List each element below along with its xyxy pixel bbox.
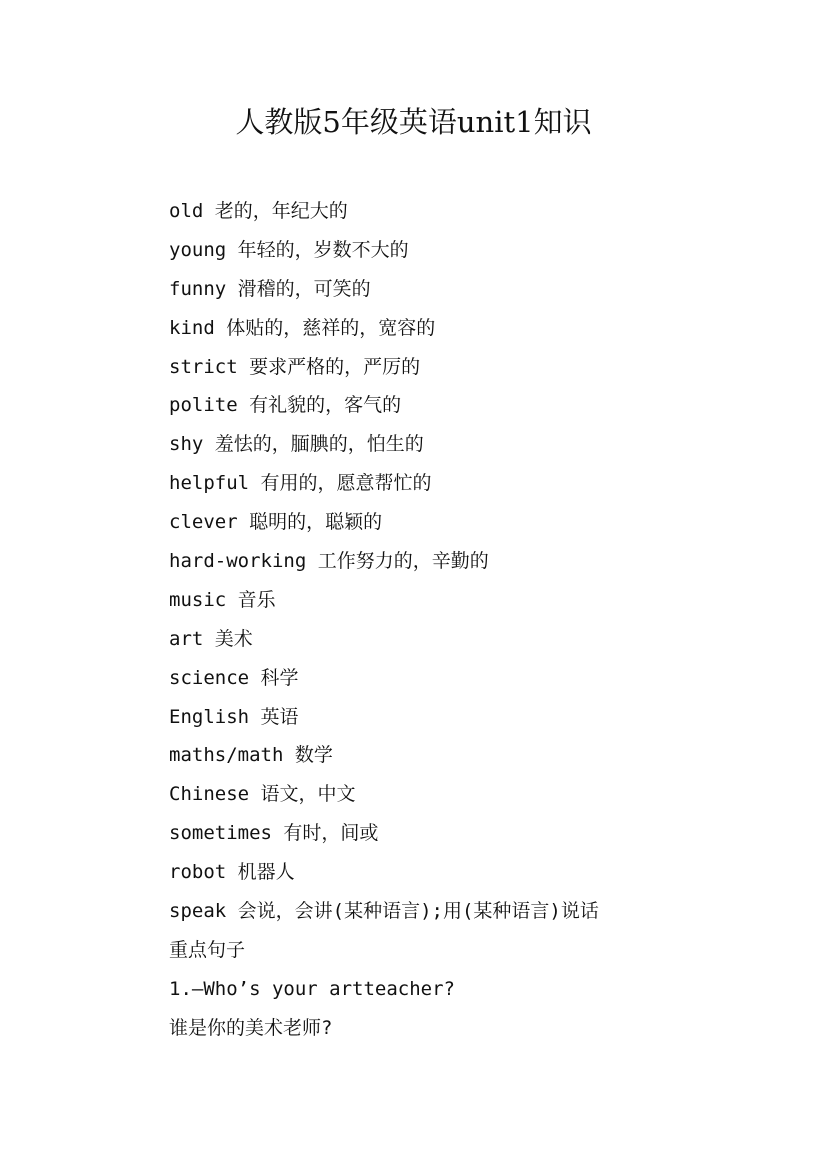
document-title: 人教版5年级英语unit1知识 xyxy=(235,105,592,139)
text-line-7: shy 羞怯的，腼腆的，怕生的 xyxy=(169,433,424,456)
text-line-18: robot 机器人 xyxy=(169,861,295,884)
section-heading: 重点句子 xyxy=(169,938,246,961)
text-line-22: 谁是你的美术老师? xyxy=(169,1016,333,1039)
text-line-12: art 美术 xyxy=(169,627,253,650)
text-line-5: strict 要求严格的，严厉的 xyxy=(169,355,421,378)
text-line-16: Chinese 语文，中文 xyxy=(169,783,356,806)
text-line-21: 1.—Who’s your artteacher? xyxy=(169,977,455,1000)
text-line-13: science 科学 xyxy=(169,666,299,689)
text-line-10: hard-working 工作努力的，辛勤的 xyxy=(169,550,489,573)
text-line-11: music 音乐 xyxy=(169,588,276,611)
text-line-3: funny 滑稽的，可笑的 xyxy=(169,277,371,300)
vocabulary-list xyxy=(169,192,809,1048)
text-line-17: sometimes 有时，间或 xyxy=(169,822,379,845)
text-line-4: kind 体贴的，慈祥的，宽容的 xyxy=(169,316,436,339)
text-line-14: English 英语 xyxy=(169,705,299,728)
text-line-8: helpful 有用的，愿意帮忙的 xyxy=(169,472,432,495)
text-line-9: clever 聪明的，聪颖的 xyxy=(169,511,383,534)
text-line-15: maths/math 数学 xyxy=(169,744,333,767)
text-line-19: speak 会说，会讲(某种语言);用(某种语言)说话 xyxy=(169,900,599,923)
text-line-1: old 老的，年纪大的 xyxy=(169,200,348,222)
text-line-6: polite 有礼貌的，客气的 xyxy=(169,394,402,417)
text-line-2: young 年轻的，岁数不大的 xyxy=(169,238,409,261)
